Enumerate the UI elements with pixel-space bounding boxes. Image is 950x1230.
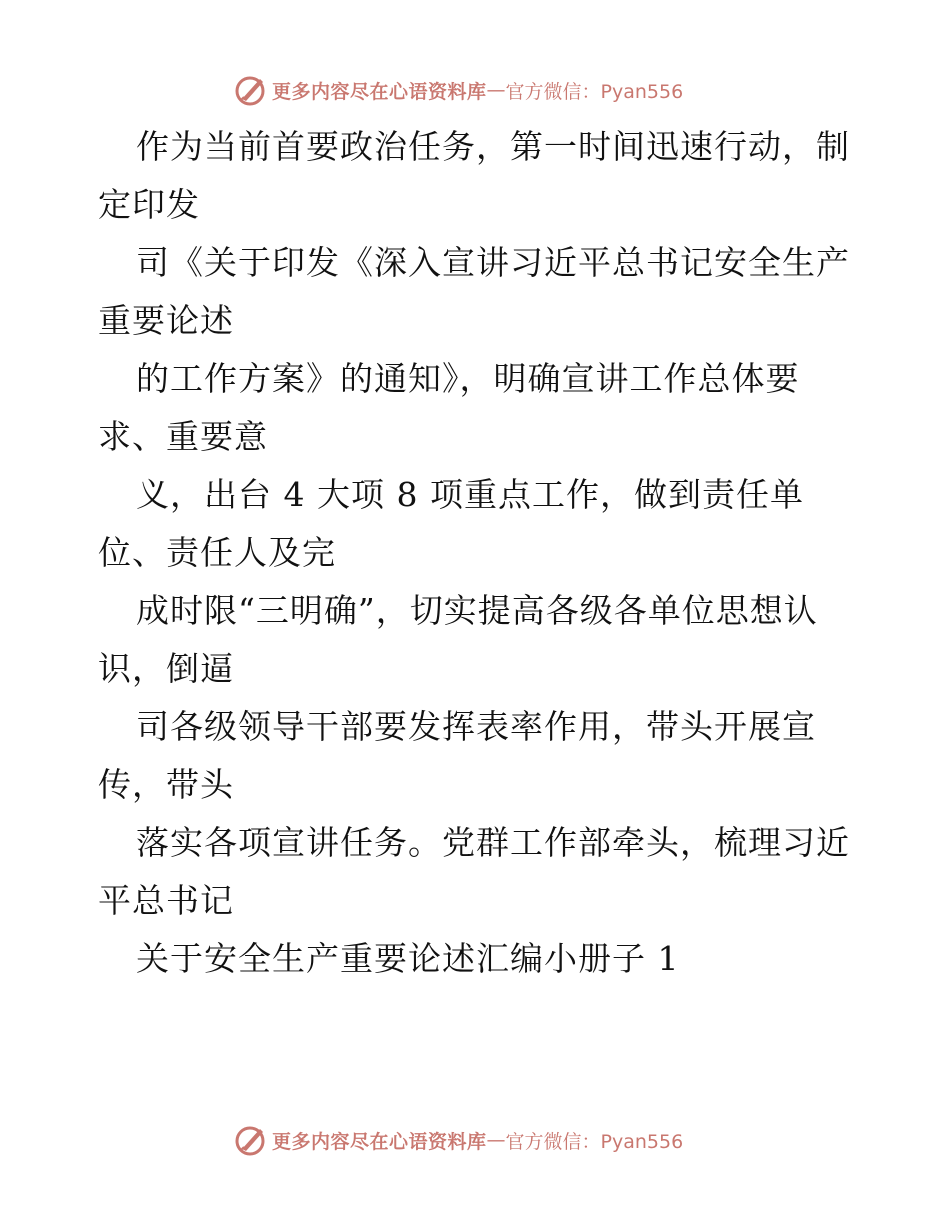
header-watermark-banner xyxy=(234,70,754,110)
banner-text: 更多内容尽在心语资料库 xyxy=(272,1130,487,1153)
body-line: 司各级领导干部要发挥表率作用，带头开展宣 xyxy=(136,707,816,746)
body-line: 定印发 xyxy=(98,185,200,224)
body-line: 的工作方案》的通知》，明确宣讲工作总体要 xyxy=(136,359,800,398)
quill-logo-icon xyxy=(234,1123,268,1157)
body-line: 落实各项宣讲任务。党群工作部牵头，梳理习近 xyxy=(136,823,850,862)
body-line: 位、责任人及完 xyxy=(98,533,336,572)
body-line: 关于安全生产重要论述汇编小册子 1 xyxy=(136,939,680,978)
quill-logo-icon xyxy=(234,73,268,107)
body-line: 义，出台 4 大项 8 项重点工作，做到责任单 xyxy=(136,475,804,514)
body-line: 成时限“三明确”，切实提高各级各单位思想认 xyxy=(136,591,818,630)
banner-wechat: 官方微信：Pyan556 xyxy=(505,80,684,103)
body-line: 作为当前首要政治任务，第一时间迅速行动，制 xyxy=(136,127,850,166)
body-line: 传，带头 xyxy=(98,765,234,804)
body-line: 识，倒逼 xyxy=(98,649,234,688)
banner-separator: — xyxy=(486,1129,506,1151)
body-line: 求、重要意 xyxy=(98,417,268,456)
body-line: 重要论述 xyxy=(98,301,234,340)
document-body xyxy=(98,118,858,988)
body-line: 司《关于印发《深入宣讲习近平总书记安全生产 xyxy=(136,243,850,282)
banner-wechat: 官方微信：Pyan556 xyxy=(505,1130,684,1153)
banner-text: 更多内容尽在心语资料库 xyxy=(272,80,487,103)
banner-separator: — xyxy=(486,79,506,101)
body-line: 平总书记 xyxy=(98,881,234,920)
footer-watermark-banner xyxy=(234,1120,754,1160)
